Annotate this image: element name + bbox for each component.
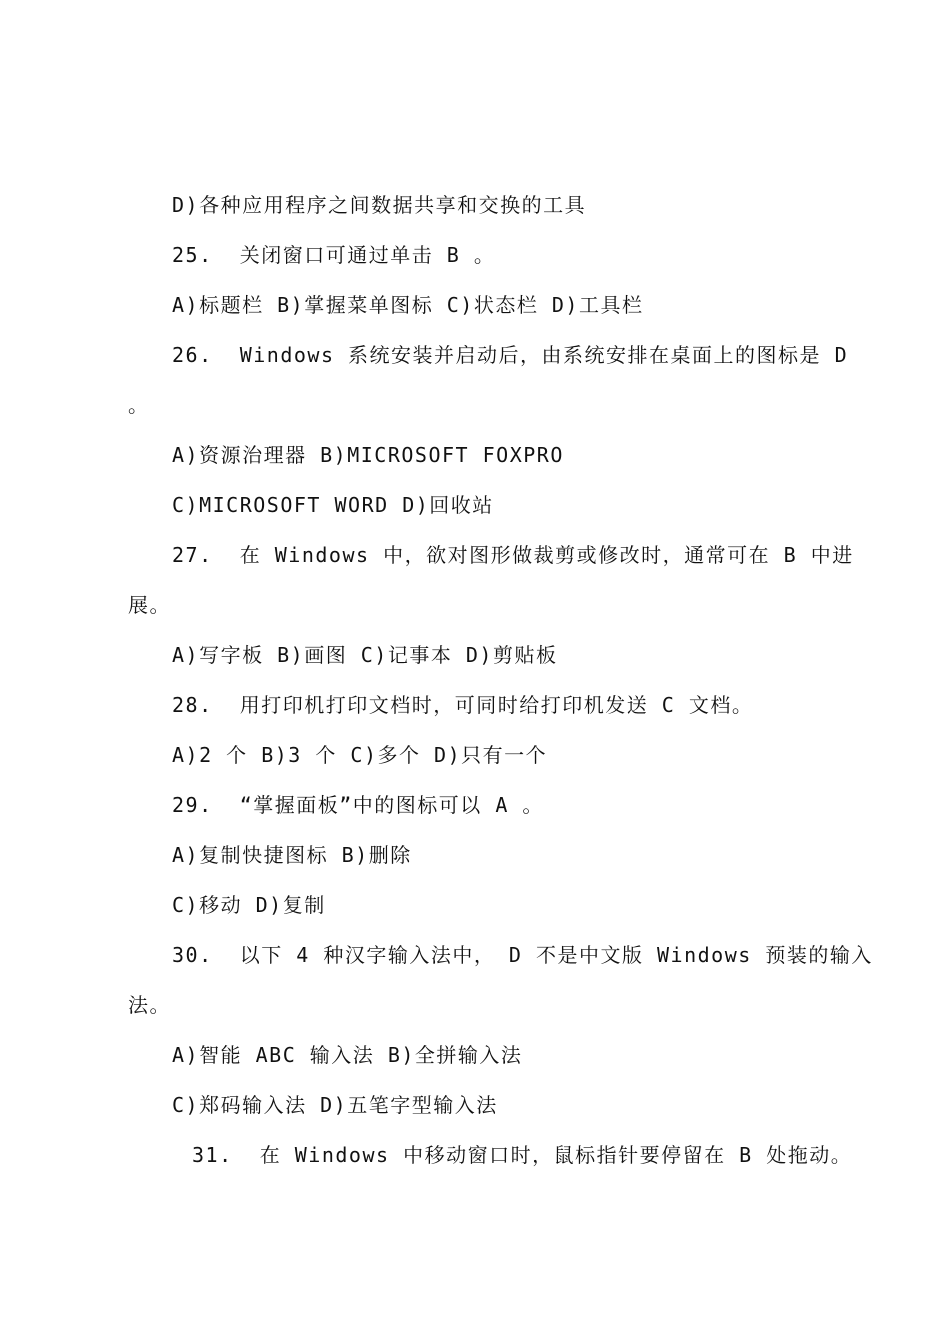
options-29-line-1: A)复制快捷图标 B)删除 — [172, 843, 412, 867]
question-28: 28. 用打印机打印文档时，可同时给打印机发送 C 文档。 — [172, 693, 754, 717]
options-30-line-1: A)智能 ABC 输入法 B)全拼输入法 — [172, 1043, 523, 1067]
question-30-continuation: 法。 — [128, 993, 171, 1017]
options-25: A)标题栏 B)掌握菜单图标 C)状态栏 D)工具栏 — [172, 293, 644, 317]
options-26-line-1: A)资源治理器 B)MICROSOFT FOXPRO — [172, 443, 564, 467]
options-26-line-2: C)MICROSOFT WORD D)回收站 — [172, 493, 494, 517]
question-25: 25. 关闭窗口可通过单击 B 。 — [172, 243, 496, 267]
options-27: A)写字板 B)画图 C)记事本 D)剪贴板 — [172, 643, 558, 667]
question-27-continuation: 展。 — [128, 593, 171, 617]
options-30-line-2: C)郑码输入法 D)五笔字型输入法 — [172, 1093, 498, 1117]
question-30: 30. 以下 4 种汉字输入法中， D 不是中文版 Windows 预装的输入 — [172, 943, 873, 967]
question-31: 31. 在 Windows 中移动窗口时，鼠标指针要停留在 B 处拖动。 — [192, 1143, 853, 1167]
options-29-line-2: C)移动 D)复制 — [172, 893, 326, 917]
option-line-24: D)各种应用程序之间数据共享和交换的工具 — [172, 193, 587, 217]
question-26-continuation: 。 — [128, 393, 150, 417]
question-27: 27. 在 Windows 中，欲对图形做裁剪或修改时，通常可在 B 中进 — [172, 543, 854, 567]
question-26: 26. Windows 系统安装并启动后，由系统安排在桌面上的图标是 D — [172, 343, 849, 367]
question-29: 29. “掌握面板”中的图标可以 A 。 — [172, 793, 544, 817]
options-28: A)2 个 B)3 个 C)多个 D)只有一个 — [172, 743, 548, 767]
